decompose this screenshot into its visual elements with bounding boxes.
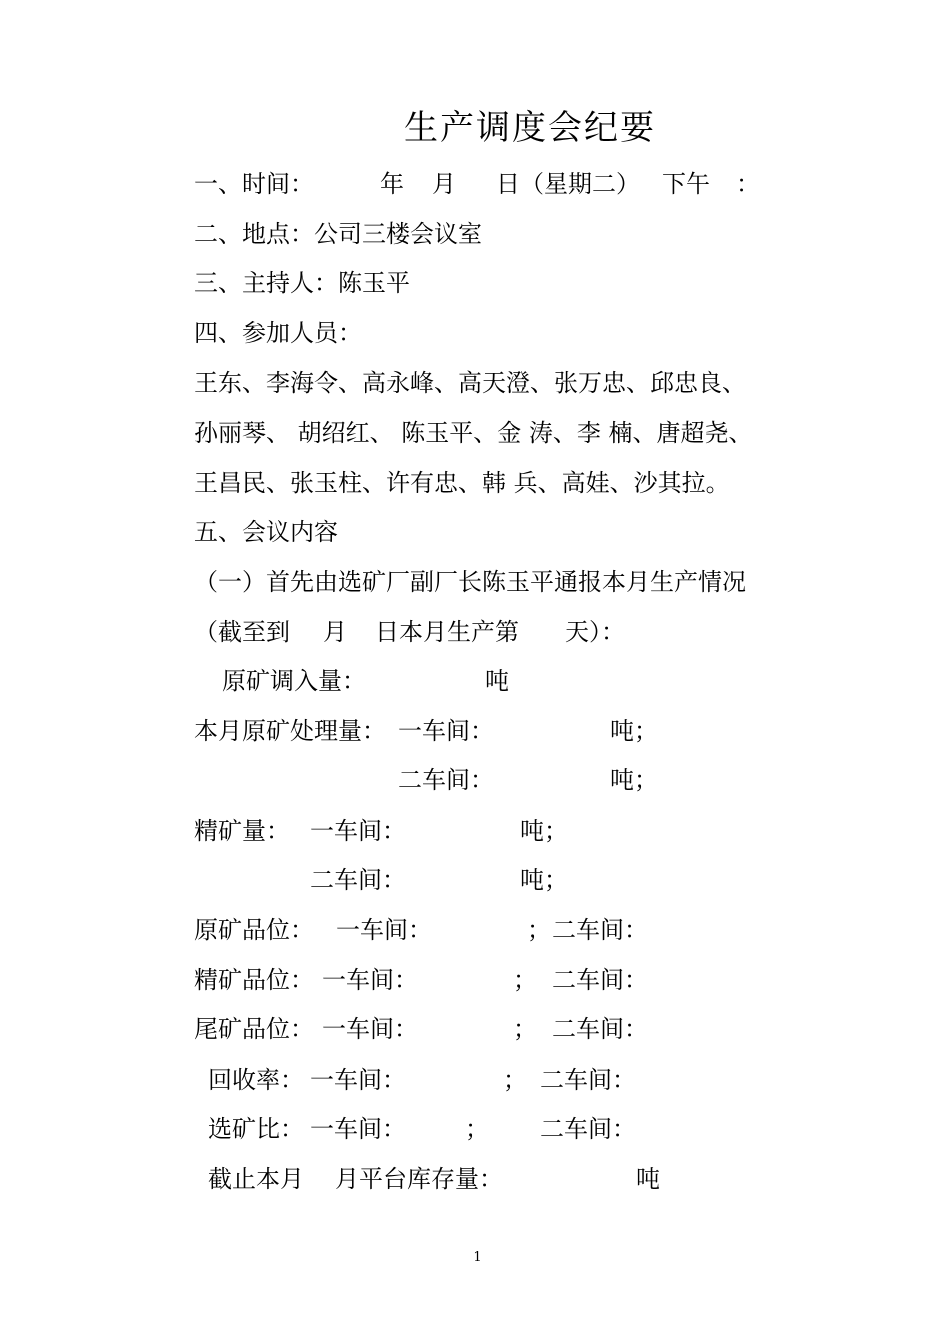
conc-grade-label: 精矿品位： (194, 966, 314, 994)
period-month: 月 (323, 618, 347, 646)
processing-workshop-1-unit: 吨； (610, 717, 658, 745)
ratio-workshop-1: 一车间： (310, 1115, 406, 1143)
section-1-heading: （一）首先由选矿厂副厂长陈玉平通报本月生产情况 (194, 568, 746, 596)
attendees-line-3: 王昌民、张玉柱、许有忠、韩 兵、高娃、沙其拉。 (194, 469, 730, 497)
page-number: 1 (473, 1250, 482, 1265)
content-label: 五、会议内容 (194, 518, 338, 546)
recovery-semicolon: ； (503, 1066, 527, 1094)
stock-label: 截止本月 (208, 1165, 304, 1193)
processing-workshop-1: 一车间： (398, 717, 494, 745)
raw-intake-label: 原矿调入量： (222, 667, 366, 695)
attendees-line-2: 孙丽琴、 胡绍红、 陈玉平、金 涛、李 楠、唐超尧、 (194, 419, 753, 447)
stock-unit: 吨 (636, 1165, 660, 1193)
processing-label: 本月原矿处理量： (194, 717, 386, 745)
time-afternoon: 下午 (662, 170, 710, 198)
attendees-label: 四、参加人员： (194, 319, 362, 347)
concentrate-workshop-1: 一车间： (310, 817, 406, 845)
time-month: 月 (432, 170, 456, 198)
tail-grade-label: 尾矿品位： (194, 1015, 314, 1043)
tail-grade-semicolon: ； (513, 1015, 537, 1043)
recovery-workshop-1: 一车间： (310, 1066, 406, 1094)
tail-grade-workshop-1: 一车间： (322, 1015, 418, 1043)
processing-workshop-2: 二车间： (398, 766, 494, 794)
ratio-label: 选矿比： (208, 1115, 304, 1143)
attendees-line-1: 王东、李海令、高永峰、高天澄、张万忠、邱忠良、 (194, 369, 746, 397)
period-open: （截至到 (194, 618, 290, 646)
raw-grade-label: 原矿品位： (194, 916, 314, 944)
ratio-semicolon: ； (465, 1115, 489, 1143)
conc-grade-workshop-2: 二车间： (552, 966, 648, 994)
time-label: 一、时间： (194, 170, 314, 198)
raw-grade-workshop-2: 二车间： (552, 916, 648, 944)
document-title: 生产调度会纪要 (404, 108, 656, 148)
recovery-label: 回收率： (208, 1066, 304, 1094)
period-end: 天）： (565, 618, 625, 646)
raw-grade-semicolon: ； (527, 916, 551, 944)
raw-intake-unit: 吨 (485, 667, 509, 695)
ratio-workshop-2: 二车间： (540, 1115, 636, 1143)
time-day-weekday: 日（星期二） (496, 170, 640, 198)
raw-grade-workshop-1: 一车间： (336, 916, 432, 944)
conc-grade-workshop-1: 一车间： (322, 966, 418, 994)
host-line: 三、主持人：陈玉平 (194, 269, 410, 297)
period-day: 日本月生产第 (375, 618, 519, 646)
concentrate-workshop-2-unit: 吨； (520, 866, 568, 894)
time-colon: ： (736, 170, 760, 198)
concentrate-workshop-2: 二车间： (310, 866, 406, 894)
concentrate-workshop-1-unit: 吨； (520, 817, 568, 845)
place-line: 二、地点：公司三楼会议室 (194, 220, 482, 248)
recovery-workshop-2: 二车间： (540, 1066, 636, 1094)
processing-workshop-2-unit: 吨； (610, 766, 658, 794)
stock-month-label: 月平台库存量： (335, 1165, 503, 1193)
conc-grade-semicolon: ； (513, 966, 537, 994)
concentrate-label: 精矿量： (194, 817, 290, 845)
tail-grade-workshop-2: 二车间： (552, 1015, 648, 1043)
time-year: 年 (380, 170, 404, 198)
